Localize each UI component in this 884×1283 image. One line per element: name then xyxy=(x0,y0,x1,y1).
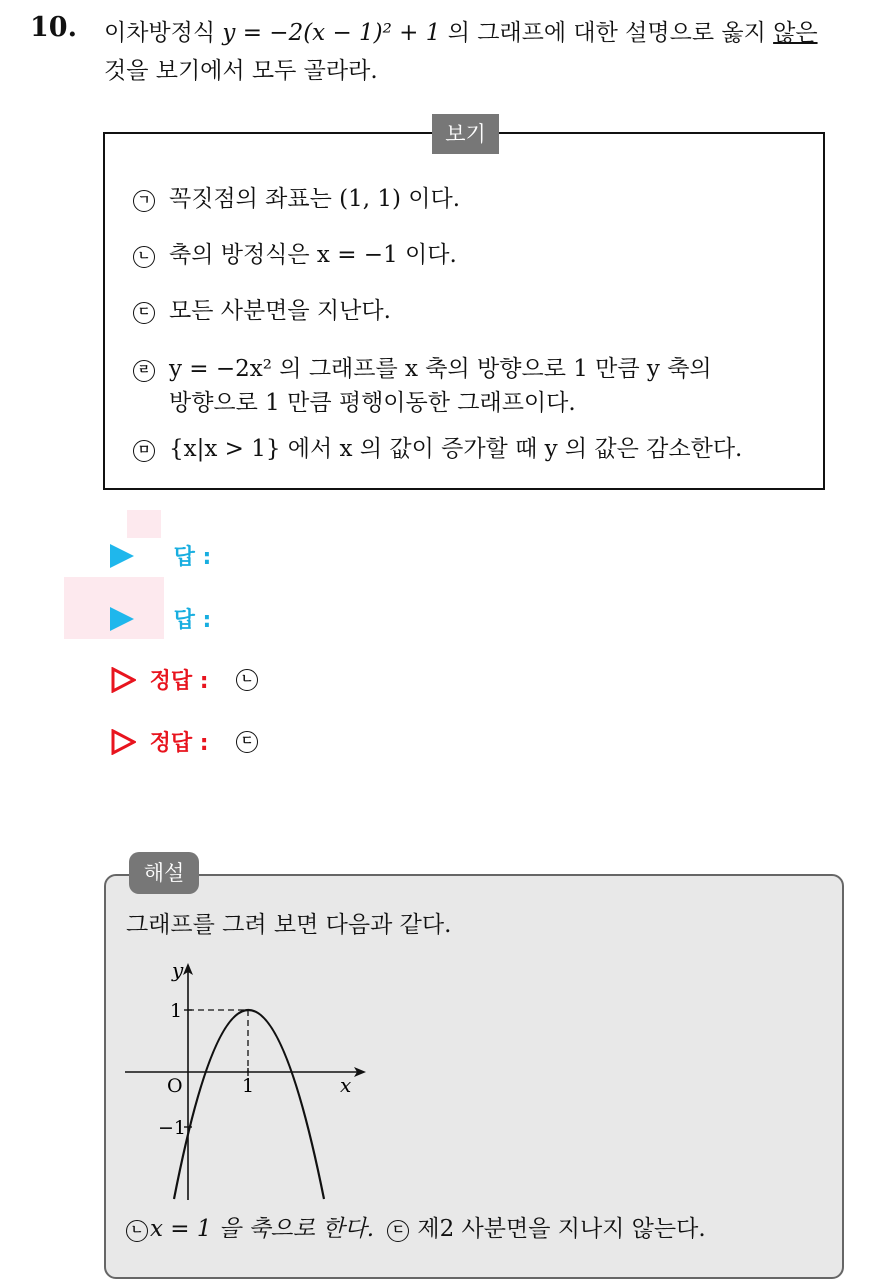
question-middle: 의 그래프에 대한 설명으로 옳지 xyxy=(447,20,766,46)
choice-mark: ㄱ xyxy=(133,190,155,212)
play-arrow-icon xyxy=(110,544,134,568)
question-text xyxy=(104,14,864,90)
parabola-graph xyxy=(120,955,380,1205)
choice-1 xyxy=(133,182,460,216)
question-emphasis: 않은 xyxy=(773,20,818,46)
choice-3 xyxy=(133,294,391,328)
choice-mark: ㄷ xyxy=(133,302,155,324)
key-label: 정답 : xyxy=(149,669,209,694)
choice-mark: ㄴ xyxy=(133,246,155,268)
choice-text: {x|x > 1} 에서 x 의 값이 증가할 때 y 의 값은 감소한다. xyxy=(169,436,743,462)
choice-text-line2: 방향으로 1 만큼 평행이동한 그래프이다. xyxy=(169,390,576,416)
answer-label: 답 : xyxy=(173,608,212,633)
outline-arrow-icon xyxy=(110,667,136,693)
key-value: ㄷ xyxy=(236,731,258,753)
solution-tag: 해설 xyxy=(129,852,199,894)
key-label: 정답 : xyxy=(149,731,209,756)
solution-conclusion xyxy=(126,1210,706,1243)
key-value: ㄴ xyxy=(236,669,258,691)
choice-text: 축의 방정식은 x = −1 이다. xyxy=(169,242,457,268)
choice-mark: ㄹ xyxy=(133,360,155,382)
choice-5 xyxy=(133,432,742,466)
question-lead: 이차방정식 xyxy=(104,20,216,46)
conclusion-mark-2: ㄷ xyxy=(387,1220,409,1242)
parabola-curve xyxy=(174,1010,324,1199)
x-axis-label: x xyxy=(340,1073,352,1097)
play-arrow-icon xyxy=(110,607,134,631)
choice-text: 모든 사분면을 지난다. xyxy=(169,298,391,324)
answer-row-2 xyxy=(110,603,211,634)
bogi-tag: 보기 xyxy=(432,114,499,154)
conclusion-text-2: 제2 사분면을 지나지 않는다. xyxy=(417,1216,706,1242)
conclusion-mark-1: ㄴ xyxy=(126,1220,148,1242)
y-tick-label-neg: −1 xyxy=(158,1117,187,1139)
y-axis-label: y xyxy=(172,958,184,982)
answer-row-1 xyxy=(110,540,211,571)
conclusion-text-1: x = 1 을 축으로 한다. xyxy=(150,1216,375,1242)
x-tick-label: 1 xyxy=(242,1075,255,1097)
origin-label: O xyxy=(167,1075,183,1097)
highlight-mark xyxy=(127,510,161,538)
y-tick-label-pos: 1 xyxy=(170,1000,183,1022)
choice-mark: ㅁ xyxy=(133,440,155,462)
key-row-2 xyxy=(110,726,272,757)
question-line2: 것을 보기에서 모두 골라라. xyxy=(104,58,378,84)
choice-text: 꼭짓점의 좌표는 (1, 1) 이다. xyxy=(169,186,461,212)
outline-arrow-icon xyxy=(110,729,136,755)
answer-label: 답 : xyxy=(173,545,212,570)
choice-text-line1: y = −2x² 의 그래프를 x 축의 방향으로 1 만큼 y 축의 xyxy=(169,356,712,382)
choice-2 xyxy=(133,238,457,272)
solution-intro: 그래프를 그려 보면 다음과 같다. xyxy=(126,912,452,938)
choice-4 xyxy=(133,352,712,420)
key-row-1 xyxy=(110,664,272,695)
question-number: 10. xyxy=(30,12,77,43)
question-equation: y = −2(x − 1)² + 1 xyxy=(222,20,441,46)
